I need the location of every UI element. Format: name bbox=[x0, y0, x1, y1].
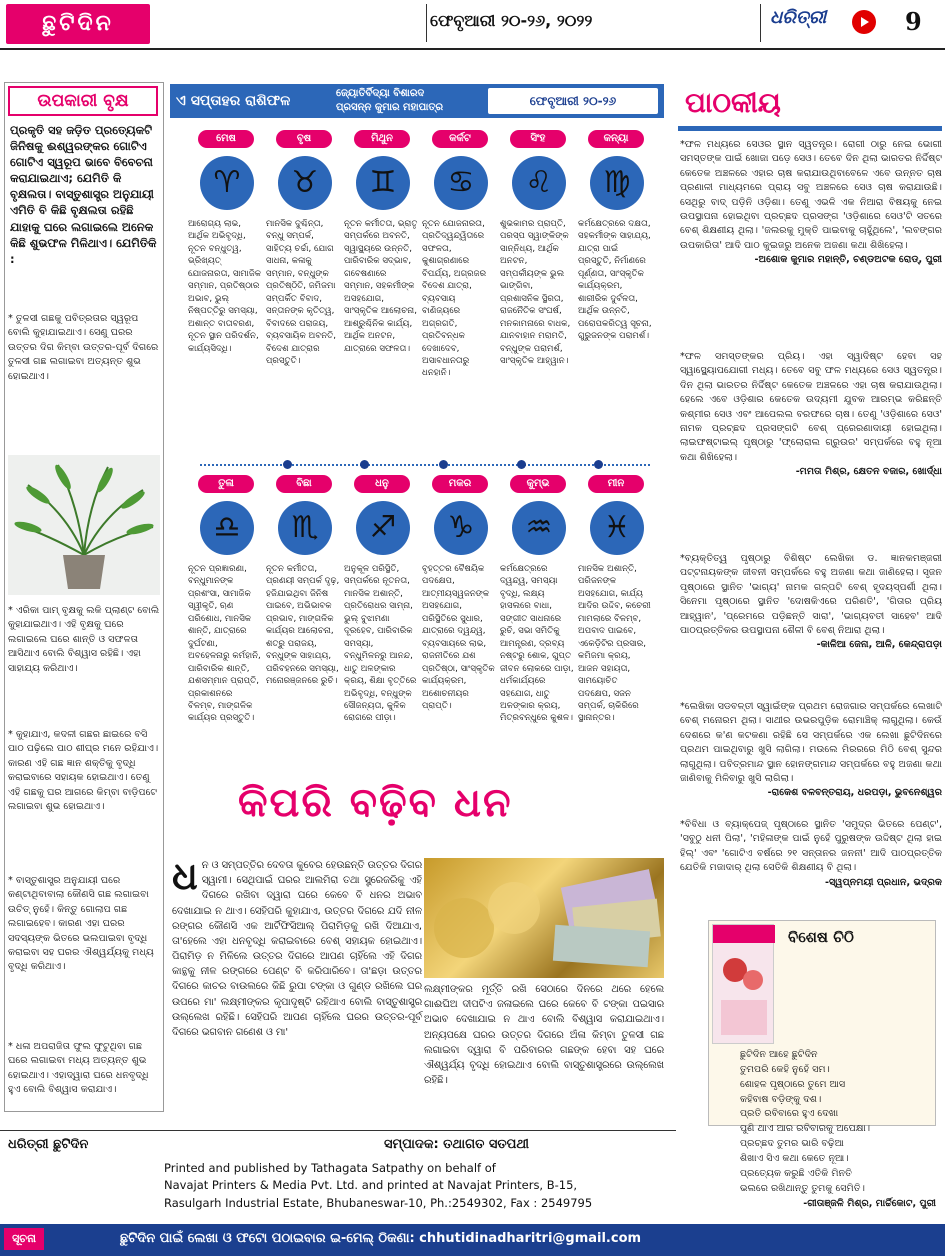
zodiac-icon bbox=[278, 156, 332, 210]
issue-date: ଫେବୃଆରୀ ୨୦-୨୬, ୨୦୨୨ bbox=[430, 11, 593, 30]
play-icon bbox=[852, 10, 876, 34]
zodiac-icon bbox=[512, 501, 566, 555]
plant-image bbox=[8, 455, 160, 595]
zodiac-glyph: ♐ bbox=[369, 509, 397, 545]
sign-name: ଧନୁ bbox=[354, 475, 410, 493]
printer-line: Rasulgarh Industrial Estate, Bhubaneswar-10, Ph.:2549302, Fax : 2549795 bbox=[164, 1195, 593, 1210]
sign-forecast: ଅନୁକୂଳ ପରିସ୍ଥିତି, ସମ୍ପର୍କରେ ନୂତନତା, ମାନସିକ ଅଶାନ୍ତି, ପ୍ରତିରୋଧର ସାମ୍ନା, ଭୁଲ୍ ବୁଝାମଣା ଦୂରହେବ, ପାରିବାରିକ ସମସ୍ୟା, ବନ୍ଧୁମିଳନରୁ ଆନନ୍ଦ, ଧାତୁ ଅଳଙ୍କାର କ୍ରୟ, ଶିକ୍ଷା ବୃତ୍ତିରେ ଅଭିବୃଦ୍ଧି, ବନ୍ଧୁଙ୍କ ସୌଜନ୍ୟତା, କୁଳିକ ରୋଗରେ ପୀଡ଼ା। bbox=[344, 564, 417, 724]
submission-email: ଛୁଟିଦିନ ପାଇଁ ଲେଖା ଓ ଫଟୋ ପଠାଇବାର ଇ-ମେଲ୍ ଠିକଣା: chhutidinadharitri@gmail.com bbox=[120, 1231, 642, 1246]
astrologer-name: ପ୍ରସନ୍ନ କୁମାର ମହାପାତ୍ର bbox=[336, 101, 444, 113]
poem-line: ପୁଣି ଥାଏ ଆର ରବିବାରକୁ ଅପେକ୍ଷା। bbox=[740, 1123, 871, 1135]
sign-name: ସିଂହ bbox=[510, 130, 566, 148]
poem-line: ଶିଖାଏ ସିଏ କଥା କେତେ ନୂଆ। bbox=[740, 1153, 849, 1165]
zodiac-icon bbox=[278, 501, 332, 555]
zodiac-icon bbox=[434, 501, 488, 555]
sign-name: କୁମ୍ଭ bbox=[510, 475, 566, 493]
zodiac-glyph: ♋ bbox=[447, 164, 475, 200]
zodiac-icon bbox=[356, 501, 410, 555]
title-bar bbox=[678, 126, 942, 131]
zodiac-glyph: ♏ bbox=[291, 509, 319, 545]
article-title: କିପରି ବଢ଼ିବ ଧନ bbox=[238, 780, 513, 826]
left-paragraph: * ଏରିକା ପାମ୍ ବୃକ୍ଷକୁ ଲକି ପ୍ଲାଣ୍ଟ ବୋଲି କୁହାଯାଇଥାଏ। ଏହି ବୃକ୍ଷକୁ ଘରେ ଲଗାଇଲେ ଘରେ ଶାନ୍ତି ଓ ସଫଳତା ଆସିଥାଏ ବୋଲି ବିଶ୍ୱାସ ରହିଛି। ଏହା ସାହାଯ୍ୟ କରିଥାଏ। bbox=[8, 605, 160, 674]
money-image bbox=[424, 858, 664, 978]
letter bbox=[680, 138, 942, 268]
dot-marker bbox=[594, 460, 603, 469]
zodiac-icon bbox=[590, 156, 644, 210]
sign-name: ବୃଷ bbox=[276, 130, 332, 148]
letter-text: *ଲେଖିକା ସଡବଳ୍ତୀ ସ୍ୱାଇଁଙ୍କ ପ୍ରଥମ ରୋଜଗାର ସମ୍ପର୍କରେ ଲେଖାଟି ବେଶ୍ ମନୋରମ ଥିଲା। ସାଥୀର ଉଭରପୁଡ଼ିକ ରୋମାଞ୍ଚିକ୍ ଲାଗୁଥିଲା। କେଉଁ ଦେଶରେ କ'ଣ କଟକଣା ରହିଛି ସେ ସମ୍ପର୍କରେ ଏକ ଲେଖା ଛୁଟିଦିନରେ ପ୍ରଥମ ପାଇଥିବାରୁ ଖୁସି ଲାଗିଲା। ମଉଲେ ମିରରରେ ମିଠି ବେଶ୍ ସୁନ୍ଦର ଲାଗୁଥିଲା। ପବିତ୍ରମାନ୍ଦ ସ୍ଥାନ ହୋନଙ୍ଗମାନ୍ଦ ସମ୍ପର୍କରେ ବହୁ ଅଜଣା କଥା ଜାଣିବାକୁ ମିଳିବାରୁ ଖୁସି ଲାଗିଲା। bbox=[680, 701, 942, 784]
sign-forecast: ଆରୋଗ୍ୟ ଲାଭ, ଆର୍ଥିକ ଅଭିବୃଦ୍ଧି, ନୂତନ ବନ୍ଧୁତ୍ୱ, ଭ୍ରିଖ୍ୟତ୍ ଯୋଜନାରତା, ସାମାଜିକ ସମ୍ମାନ, ପ୍ରତିଷ୍ଠାର ଅଭାବ, ଭୁଲ୍ ନିଷ୍ପତ୍ତିରୁ ସମସ୍ୟା, ଅଶାନ୍ତ ବାତାବରଣ, ନୂତନ ସ୍ଥାନ ପରିଦର୍ଶନ, କାର୍ଯ୍ୟସିଦ୍ଧି। bbox=[188, 219, 262, 354]
divider bbox=[426, 4, 427, 42]
letter-text: *ଫଳ ମଧ୍ୟରେ ସେଓର ସ୍ଥାନ ସ୍ୱତନ୍ତ୍ର। ରୋଗୀ ଠାରୁ ନେଇ ଭୋଗୀ ସମସ୍ତଙ୍କ ପାଇଁ ଖୋଜା ପଡ଼େ ସେଓ। ତେବେ ଦିନ ଥିଲା ଭାରତର ନିର୍ଦ୍ଦିଷ୍ଟ କେତେକ ଅଞ୍ଚଳରେ ଏହାର ଚାଷ କରାଯାଉଥିବାବେଳେ ଏବେ ଉନ୍ନତ ଚାଷ ପ୍ରଣାଳୀ ମାଧ୍ୟମରେ ପ୍ରାୟ ସବୁ ଅଞ୍ଚଳରେ ସେଓ ଚାଷ କରାଯାଉଛି। ସେଥିରୁ ବାଦ୍ ପଡ଼ିନି ଓଡ଼ିଶା। ତେଣୁ ଏଭଳି ଏକ ନିଆରା ବିଷୟକୁ ନେଇ ଉପସ୍ଥାପନା ହୋଇଥିବା ପ୍ରଚ୍ଛଦ ପ୍ରସଙ୍ଗ 'ଓଡ଼ିଶାରେ ସେଓ'ଟି ସତରେ ବେଶ୍ ଶିକ୍ଷଣୀୟ ଥିଲା। 'ଜଲରକୁ ମୁକ୍ତି ପାଇବାକୁ ଚାହୁଁଥିଲେ', 'ଲବଙ୍ଗର ଉପକାରିତା' ଆଦି ପାଠ କୁଇଜରୁ ଅନେକ ଅଜଣା କଥା ଶିଖିହେଲା। bbox=[680, 139, 942, 251]
rashifal-title: ଏ ସପ୍ତାହର ରାଶିଫଳ bbox=[176, 93, 291, 109]
zodiac-icon bbox=[590, 501, 644, 555]
zodiac-glyph: ♌ bbox=[525, 164, 553, 200]
poem-line: ଛୁଟିଦିନ ଆହେ ଛୁଟିଦିନ bbox=[740, 1049, 818, 1060]
sign-name: ମୀନ bbox=[588, 475, 644, 493]
poem-signature: -ଗୀତାଞ୍ଜଳି ମିଶ୍ର, ମାର୍ଚ୍ଚିକୋଟ, ପୁରୀ bbox=[803, 1197, 936, 1209]
sign-forecast: କର୍ମକ୍ଷେତ୍ରରେ ଦ୍ୱନ୍ଦ୍ୱ, ସମସ୍ୟା ବୃଦ୍ଧି, ଲକ୍ଷ୍ୟ ହାସଲରେ ବାଧା, ସଙ୍ଗୀତ ସାଧନାରେ ରୁଚି, ସଭା ସମିତିକୁ ଆମନ୍ତ୍ରଣ, ଦ୍ରବ୍ୟ ନଷ୍ଟରୁ ଶୋକ, ଗୁପ୍ତ ଜୀବନ ଲୋକରେ ପାଡ଼ା, ଧର୍ମକାର୍ଯ୍ୟରେ ସହଯୋଗ, ଧାତୁ ଅଳଙ୍କାର କ୍ରୟ, ମିତ୍ରବନ୍ଧୁରେ କୁଶଳ। bbox=[500, 564, 574, 724]
zodiac-icon bbox=[434, 156, 488, 210]
zodiac-icon bbox=[200, 501, 254, 555]
dotted-divider bbox=[200, 464, 650, 466]
poem-line: ପ୍ରତି ରବିବାରେ ହୁଏ ଦେଖା bbox=[740, 1108, 839, 1120]
letter-text: *ଫଳ ସମସ୍ତଙ୍କର ପ୍ରିୟ। ଏହା ସ୍ୱାଦିଷ୍ଟ ହେବା ସହ ସ୍ୱାସ୍ଥ୍ୟୋପଯୋଗୀ ମଧ୍ୟ। ତେବେ ସବୁ ଫଳ ମଧ୍ୟରେ ସେଓ ସ୍ୱତନ୍ତ୍ର। ଦିନ ଥିଲା ଭାରତର ନିର୍ଦ୍ଦିଷ୍ଟ କେତେକ ଅଞ୍ଚଳରେ ଏହା ଚାଷ କରାଯାଉଥିଲା। ହେଲେ ଏବେ ଓଡ଼ିଶାର କେତେକ ଉଦ୍ୟମୀ ଯୁବକ ଆରମ୍ଭ କରିଛନ୍ତି କଶ୍ମୀର ସେଓ ଏବଂ ଆପେଲଲ ବରଫରେ ଚାଷ। ତେଣୁ 'ଓଡ଼ିଶାରେ ସେଓ' ନାମକ ପ୍ରଚ୍ଛଦ ପ୍ରସଙ୍ଗଟି ବେଶ୍ ପ୍ରେରଣାଦାୟୀ ହୋଇଥିଲା। ଲାଇଫଷ୍ଟାଇଲ୍ ପୃଷ୍ଠାରୁ 'ଫ୍ଲୋରାଲ ଗ୍ରୁଉର' ସମ୍ପର୍କରେ ବହୁ ନୂଆ କଥା ଶିଖିହେଲା। bbox=[680, 351, 942, 463]
sign-name: କର୍କଟ bbox=[432, 130, 488, 148]
magazine-thumbnail bbox=[712, 924, 774, 1044]
letter bbox=[680, 350, 942, 480]
editor: ସମ୍ପାଦକ: ତଥାଗତ ସତପଥୀ bbox=[384, 1137, 529, 1152]
printer-line: Printed and published by Tathagata Satpathy on behalf of bbox=[164, 1161, 496, 1175]
sign-forecast: ଶୁଭକାମର ପ୍ରାପ୍ତି, ପରସ୍ପ ସ୍ୱାଙ୍କିଙ୍କ ସାନ୍ନିଧ୍ୟ, ଆର୍ଥିକ ଅନଟନ, ସମ୍ପର୍କୀୟଙ୍କ ଭୁଲ ଭାଙ୍ଗିବା, ପ୍ରଶାସନିକ ସ୍ଥିରତା, ରାଜନୈତିକ ସଂଘର୍ଷ, ମନକାମନାରେ ବାଧକ, ଯାନବାହାନ ମରାମତି, ବନ୍ଧୁଙ୍କ ପରାମର୍ଶ, ସାଂସ୍କୃତିକ ଆହ୍ୱାନ। bbox=[500, 219, 571, 366]
left-paragraph: * କୁହାଯାଏ, କଦଳୀ ଗଛର ଛାଇରେ ବସି ପାଠ ପଢ଼ିଲେ ପାଠ ଶୀଘ୍ର ମନେ ରହିଯାଏ। କାରଣ ଏହି ଗଛ ଜ୍ଞାନ ଶକ୍ତିକୁ ବୃଦ୍ଧି କରାଇବାରେ ସହାୟକ ହୋଇଥାଏ। ତେଣୁ ଏହି ଗଛକୁ ଘର ଆଗରେ କିମ୍ବା ବାଡ଼ିପଟେ ଲଗାଇବା ଶୁଭ ହୋଇଥାଏ। bbox=[8, 729, 159, 812]
sign-name: ମକର bbox=[432, 475, 488, 493]
rashifal-date: ଫେବୃଆରୀ ୨୦-୨୬ bbox=[488, 88, 658, 114]
letter-text: *ବିବିଧା ଓ ବ୍ୟାକ୍‌ପେଜ୍ ପୃଷ୍ଠାରେ ସ୍ଥାନିତ 'ସମୁଦ୍ର ଭିତରେ ପେଣ୍ଟ', 'ସବୁଠୁ ଧନୀ ପିଲା', 'ମହିଳାଙ୍କ ପାଇଁ ନୁହେଁ ପୁରୁଷଙ୍କ ଉଦ୍ଦିଷ୍ଟ ଥିଲା ହାଇ ହିଲ୍' ଏବଂ 'ଗୋଟିଏ ବର୍ଷରେ ୨୧ ସନ୍ତାନର ଜନନୀ' ଆଦି ପାଠପ୍ରତ୍ତିକ ଯେତିକି ମଜାଦାର୍ ଥିଲା ସେତିକି ଶିକ୍ଷଣୀୟ ବି ଥିଲା। bbox=[680, 819, 942, 874]
poem-line: କହିବାଷ ବଡ଼ିଙ୍କୁ ଦଶ। bbox=[740, 1093, 822, 1105]
sign-forecast: କର୍ମକ୍ଷେତ୍ରରେ ଦକ୍ଷତା, ସହକର୍ମୀଙ୍କ ସାହାଯ୍ୟ, ଯାତ୍ରା ପାଇଁ ପ୍ରସ୍ତୁତି, ନିର୍ମାଣରେ ପୂର୍ଣ୍ଣତା, ସାଂସ୍କୃତିକ କାର୍ଯ୍ୟକ୍ରମ, ଶାରୀରିକ ଦୁର୍ବଳତା, ଆର୍ଥିକ ଉନ୍ନତି, ପରୋପକରିତ୍ୱ ସୂଚନା, ଗୁରୁଜନଙ୍କ ପରାମର୍ଶ। bbox=[578, 219, 652, 342]
rashifal-grid bbox=[170, 120, 664, 760]
left-paragraph: * ଧଳା ଅପରାଜିତା ଫୁଲ ଫୁଟୁଥିବା ଗଛ ଘରେ ଲଗାଇବା ମଧ୍ୟ ଅତ୍ୟନ୍ତ ଶୁଭ ହୋଇଥାଏ। ଏହାଦ୍ୱାରା ଘରେ ଧନବୃଦ୍ଧି ହୁଏ ବୋଲି ବିଶ୍ୱାସ କରାଯାଏ। bbox=[8, 1041, 149, 1096]
sign-name: ମିଥୁନ bbox=[354, 130, 410, 148]
poem-line: ପ୍ରଚ୍ଛଦ ତୁମର ଭାରି ବଢ଼ିଆ bbox=[740, 1138, 844, 1150]
printer-info bbox=[164, 1160, 644, 1212]
sign-forecast: ନୂତନ କର୍ମୀତତା, ପ୍ରଣୟୀ ସମ୍ପର୍କ ଦୃଢ଼, ହଜିଯାଇଥିବା ଜିନିଷ ପାଇବେ, ଅଭିଭାବକ ପ୍ରଭାବ, ମାଙ୍ଗଳିକ କାର୍ଯ୍ୟର ଆଲୋଚନା, ଶତ୍ରୁ ପରାଜୟ, ବନ୍ଧୁଙ୍କ ସାହାଯ୍ୟ, ପରିବହନରେ ସମସ୍ୟା, ମନୋରଞ୍ଜନରେ ରୁଚି। bbox=[266, 564, 340, 687]
letter-signature: -ସ୍ୱପ୍ନମୟୀ ପ୍ରଧାନ, ଭଦ୍ରକ bbox=[824, 876, 942, 888]
zodiac-icon bbox=[200, 156, 254, 210]
sign-name: ତୁଳା bbox=[198, 475, 254, 493]
zodiac-icon bbox=[356, 156, 410, 210]
zodiac-glyph: ♎ bbox=[213, 509, 241, 545]
drop-cap: ଧ bbox=[172, 854, 198, 898]
dot-marker bbox=[517, 460, 526, 469]
brand-logo: ଧରିତ୍ରୀ bbox=[770, 7, 827, 28]
zodiac-glyph: ♍ bbox=[603, 164, 631, 200]
dot-marker bbox=[283, 460, 292, 469]
left-paragraph: * ତୁଳସୀ ଗଛକୁ ପବିତ୍ରତାର ସ୍ୱରୂପ ବୋଲି କୁହାଯାଇଥାଏ। ସେଣୁ ଘରର ଉତ୍ତର ଦିଗ କିମ୍ବା ଉତ୍ତର-ପୂର୍ବ ଦିଗରେ ତୁଳସୀ ଗଛ ଲଗାଇବା ଅତ୍ୟନ୍ତ ଶୁଭ ହୋଇଥାଏ। bbox=[8, 313, 159, 382]
article-body bbox=[172, 854, 422, 1040]
zodiac-glyph: ♑ bbox=[447, 509, 475, 545]
poem-line: ଭଲରେ ରଖିଥାନ୍ତୁ ତୁମକୁ ସେମିତି। bbox=[740, 1182, 865, 1194]
letter bbox=[680, 552, 942, 653]
astrologer bbox=[336, 87, 443, 114]
sign-forecast: ବୃହତ୍ତର ବୈଷୟିକ ପଦକ୍ଷେପ, ଆତ୍ମୀୟସ୍ୱଜନଙ୍କ ଅସହଯୋଗ, ପରିସ୍ଥିତିରେ ସୁଧାର, ଯାତ୍ରାରେ ଦ୍ୱନ୍ଦ୍ୱ, ବ୍ୟବସାୟରେ ଲାଭ, ରାଜନୀତିରେ ଯଶ ପ୍ରତିଷ୍ଠା, ସାଂସ୍କୃତିକ କାର୍ଯ୍ୟକ୍ରମ, ଅଶୋଚନୀୟର ପ୍ରାପ୍ତି। bbox=[422, 564, 495, 711]
sign-name: ମେଷ bbox=[198, 130, 254, 148]
section-title: ପାଠକୀୟ bbox=[685, 86, 781, 119]
sign-forecast: ମାନସିକ ଅଶାନ୍ତି, ପରିଜନଙ୍କ ଅସହଯୋଗ, କାର୍ଯ୍ୟ ଆଦିର ଉଦ୍ଦିବ, କଚେରୀ ମାମଲାରେ ବିଳମ୍ବ, ଅପବାଦ ପାଇବେ, ଏକେଡ଼ିଟିର ପ୍ରସାର, କମିଜମା କ୍ରୟ, ଆଜନ ସହାୟତା, ସାମୟୋଚିତ ପଦକ୍ଷେପ, ସଜନ ସମ୍ପର୍କ, ଚାକିରିରେ ସ୍ଥାନାନ୍ତର। bbox=[578, 564, 651, 724]
letter-signature: -ମମତା ମିଶ୍ର, କ୍ଷେତନ ବଜାର, ଖୋର୍ଦ୍ଧା bbox=[795, 466, 942, 478]
poem-line: ପ୍ରତ୍ୟେକ କରୁଛି ଏତିକି ମିନତି bbox=[740, 1167, 852, 1179]
left-intro: ପ୍ରକୃତି ସହ ଜଡ଼ିତ ପ୍ରତ୍ୟେକଟି ଜିନିଷକୁ ଈଶ୍ୱରଙ୍କର ଗୋଟିଏ ଗୋଟିଏ ସ୍ୱରୂପ ଭାବେ ବିବେଚନା କରାଯାଇଥାଏ; ଯେମିତି କି ବୃକ୍ଷଲତା। ବାସ୍ତୁଶାସ୍ତ୍ର ଅନୁଯାୟୀ ଏମିତି ବି କିଛି ବୃକ୍ଷଲତା ରହିଛି ଯାହାକୁ ଘରେ ଲଗାଇଲେ ଅନେକ କିଛି ଶୁଭଫଳ ମିଳିଥାଏ। ଯେମିତିକି : bbox=[10, 123, 157, 266]
left-paragraph: * ବାସ୍ତୁଶାସ୍ତ୍ର ଅନୁଯାୟୀ ଘରେ କଣ୍ଟାଥିବାବାଲା କୌଣସି ଗଛ ଲଗାଇବା ଉଚିତ୍ ନୁହେଁ। କିନ୍ତୁ ଗୋଲାପ ଗଛ ଲଗାଇହେବ। କାରଣ ଏହା ଘରର ସଦସ୍ୟଙ୍କ ଭିତରେ ଭଲପାଇବା ବୃଦ୍ଧି କରାଇବା ସହ ଘରର ଐଶ୍ୱର୍ଯ୍ୟକୁ ମଧ୍ୟ ବୃଦ୍ଧି କରିଥାଏ। bbox=[8, 875, 154, 973]
divider bbox=[760, 4, 761, 42]
zodiac-icon bbox=[512, 156, 566, 210]
dot-marker bbox=[439, 460, 448, 469]
zodiac-glyph: ♉ bbox=[291, 164, 319, 200]
astrologer-title: ଜ୍ୟୋତିର୍ବିଦ୍ୟା ବିଶାରଦ bbox=[336, 88, 425, 99]
zodiac-glyph: ♊ bbox=[369, 164, 397, 200]
poem bbox=[740, 1048, 936, 1211]
zodiac-glyph: ♓ bbox=[603, 509, 631, 545]
sign-name: କନ୍ୟା bbox=[588, 130, 644, 148]
sign-forecast: ନୂତନ କର୍ମୀତତା, ଭ୍ରାତୃ ସମ୍ପର୍କରେ ଅବନତି, ସ୍ୱାସ୍ଥ୍ୟରେ ଉନ୍ନତି, ପାରିବାରିକ ସଦ୍ଭାବ, ଗବେଷଣାରେ ସମ୍ମାନ, ସହକର୍ମୀଙ୍କ ଅସହଯୋଗ, ସାଂସ୍କୃତିକ ଆଲୋଚନା, ଆଶ୍ରୁଶ୍ଚିନିକ କାର୍ଯ୍ୟ, ଆର୍ଥିକ ଅନଟନ, ଯାତ୍ରାରେ ସଫଳତା। bbox=[344, 219, 418, 354]
poem-line: ତୁମପରି କେହି ନୁହେଁ ସମ। bbox=[740, 1063, 830, 1075]
sign-forecast: ମାନସିକ ଦୁଶ୍ଚିନ୍ତା, ବନ୍ଧୁ ସମ୍ପର୍କ, ସାହିତ୍ୟ ଚର୍ଚ୍ଚା, ଯୋଗ ସାଧନା, କଳାକୁ ସମ୍ମାନ, ବନ୍ଧୁଙ୍କ ପ୍ରତିଷ୍ଠିତି, ଜମିଜମା ସମ୍ପର୍କିତ ବିବାଦ, ସନ୍ତାନଙ୍କ କୃତିତ୍ୱ, ବିବାଦରେ ପରାଜୟ, ବ୍ୟବସାୟିକ ଅବନତି, ବିଦେଶ ଯାତ୍ରାର ପ୍ରସ୍ତୁତି। bbox=[266, 219, 336, 366]
printer-line: Navajat Printers & Media Pvt. Ltd. and printed at Navajat Printers, B-15, bbox=[164, 1178, 578, 1193]
sign-forecast: ନୂତନ ପ୍ରଜ୍ଞାରଣା, ବନ୍ଧୁମାନଙ୍କ ପ୍ରଶଂସା, ସାମାଜିକ ସ୍ୱୀକୃତି, ଋଣ ପରିଶୋଧ, ମାନସିକ ଶାନ୍ତି, ଯାତ୍ରାରେ ଦୁର୍ଘଟଣା, ଅବହେଳନାରୁ କର୍ମହାନି, ପାରିବାରିକ ଶାନ୍ତି, ଯଶସମ୍ମାନ ପ୍ରାପ୍ତି, ପ୍ରକାଶନରେ ବିଳମ୍ବ, ମାଙ୍ଗଳିକ କାର୍ଯ୍ୟର ପ୍ରସ୍ତୁତି। bbox=[188, 564, 261, 724]
left-title: ଉପକାରୀ ବୃକ୍ଷ bbox=[8, 86, 158, 116]
zodiac-glyph: ♈ bbox=[213, 164, 241, 200]
info-tag: ସୂଚନା bbox=[4, 1228, 44, 1250]
page-number: 9 bbox=[905, 7, 922, 36]
poem-line: ଶୋହଳ ପୃଷ୍ଠାରେ ତୁମେ ଆସ bbox=[740, 1078, 846, 1090]
article-paragraph: ଲକ୍ଷ୍ମୀଙ୍କର ମୂର୍ତ୍ତି ରଖି ସେଠାରେ ଦିନରେ ଥରେ ହେଲେ ଗାଈଘିଅ ଦୀପଟିଏ ଜଳାଇଲେ ଘରେ କେବେ ବି ଟଙ୍କା ପଇସାର ଅଭାବ ଦେଖାଯାଇ ନ ଥାଏ ବୋଲି ବିଶ୍ୱାସ କରାଯାଇଥାଏ। ଅନ୍ୟପକ୍ଷେ ଘରର ଉତ୍ତର ଦିଗରେ ଅଁଳା କିମ୍ବା ତୁଳସୀ ଗଛ ଲଗାଇବା ଦ୍ୱାରା ବି ପରିବାରର ଗଛଙ୍କ ହେବା ସହ ଘରେ ଐଶ୍ୱର୍ଯ୍ୟ ବୃଦ୍ଧି ହୋଇଥାଏ ବୋଲି ବାସ୍ତୁଶାସ୍ତ୍ରରେ ଉଲ୍ଲେଖ ରହିଛି। bbox=[424, 984, 664, 1087]
logo: ଛୁଟିଦିନ bbox=[6, 4, 150, 44]
paper-name: ଧରିତ୍ରୀ ଛୁଟିଦିନ bbox=[8, 1137, 89, 1152]
dot-marker bbox=[360, 460, 369, 469]
sign-name: ବିଛା bbox=[276, 475, 332, 493]
letter-signature: -କାଳିଆ ଜେନା, ଆଳି, କେନ୍ଦ୍ରାପଡ଼ା bbox=[816, 639, 942, 651]
letter bbox=[680, 818, 942, 890]
letter-signature: -ଅଶୋକ କୁମାର ମହାନ୍ତି, ଚଣ୍ଡଅଟକ ରୋଡ୍, ପୁରୀ bbox=[754, 254, 942, 266]
letter bbox=[680, 700, 942, 801]
special-letter-title: ବିଶେଷ ଚିଠି bbox=[788, 928, 854, 946]
sign-forecast: ନୂତନ ଯୋଜନାରତା, ପ୍ରତିଦ୍ୱନ୍ଦ୍ୱିତାରେ ସଫଳତା, କୁଶାଗ୍ରଣାରେ ବିପର୍ଯ୍ୟ, ଅଗ୍ରଜର ବିଦେଶ ଯାତ୍ରା, ବ୍ୟବସାୟ ବାଣିଜ୍ୟରେ ଅଗ୍ରଗତି, ପ୍ରତିବନ୍ଧକ ଦେଖାଦେବ, ଅସାବଧାନତାରୁ ଧନହାନି। bbox=[422, 219, 487, 379]
letter-text: *ବ୍ୟକ୍ତିତ୍ୱ ପୃଷ୍ଠାରୁ ବିଶିଷ୍ଟ ଲେଖିକା ଡ. ଜ୍ଞାନକମଞ୍ଜରୀ ପଟ୍ଟନାୟକଙ୍କ ଜୀବନୀ ସମ୍ପର୍କରେ ବହୁ ଅଜଣା କଥା ଜାଣିହେଲା। ସୃଜନ ପୃଷ୍ଠାରେ ସ୍ଥାନିତ 'ଭାଗ୍ୟ' ନାମକ ଗଳ୍ପଟି ବେଶ୍ ହୃଦୟସ୍ପର୍ଶୀ ଥିଲା। ସିନେମା ପୃଷ୍ଠାରେ ସ୍ଥାନିତ 'ଦୋଷକିଏରେ ପରିଣତି', 'ଗିତାର ପ୍ରିୟ ଆହ୍ୱାନ', 'ପ୍ରେମରେ ପଡ଼ିଛନ୍ତି ସାରା', 'ଭାଗ୍ୟବତୀ ସାହେବ' ଆଦି ପାଠପ୍ରତ୍ତିକର ଉପସ୍ଥାପନା ଶୈଳୀ ବି ବେଶ୍ ନିଆରା ଥିଲା। bbox=[680, 553, 942, 636]
zodiac-glyph: ♒ bbox=[525, 509, 553, 545]
article-paragraph: ନ ଓ ସମ୍ପତ୍ତିର ଦେବତା କୁବେର ହେଉଛନ୍ତି ଉତ୍ତର ଦିଗର ସ୍ୱାମୀ। ସେଥିପାଇଁ ଘରର ଆଲମିରା ତଥା ସ୍ଟ୍ରେଜରିକୁ ଏହି ଦିଗରେ ରଖିବା ଦ୍ୱାରା ଘରେ କେବେ ବି ଧନର ଅଭାବ ଦେଖାଯାଇ ନ ଥାଏ। ସେହିପରି କୁହାଯାଏ, ଉତ୍ତର ଦିଗରେ ଯଦି ନୀଳ ରଙ୍ଗର କୌଣସି ଏକ ଆର୍ଟିଫିସିଆଲ୍ ପିରାମିଡ଼କୁ ରଖି ଦିଆଯାଏ, ତା'ହେଲେ ଏହା ଧନବୃଦ୍ଧି କରାଇବାରେ ବେଶ୍ ସହାୟକ ହୋଇଥାଏ। ପିରାମିଡ଼ ନ ମିଳିଲେ ଉତ୍ତର ଦିଗରେ ଆପଣ ଚାହିଁଲେ ଏହି ଦିଗର କାନ୍ଥକୁ ନୀଳ ରଙ୍ଗରେ ପେଣ୍ଟ ବି କରିପାରିବେ। ତା'ଛଡ଼ା ଉତ୍ତର ଦିଗରେ କାଚର ବାଉଲରେ କିଛି ରୁପା ଟଙ୍କା ଓ ଗୁଣ୍ଡ ରଖିଲେ ଘର ଉପରେ ମା' ଲକ୍ଷ୍ମୀଙ୍କର କୃପାଦୃଷ୍ଟି ରହିଥାଏ ବୋଲି ବାସ୍ତୁଶାସ୍ତ୍ର ଉଲ୍ଲେଖ ରହିଛି। ସେହିପରି ଆପଣ ଚାହିଁଲେ ଘରର ଉତ୍ତର-ପୂର୍ବ ଦିଗରେ ଭଗବାନ ଗଣେଶ ଓ ମା' bbox=[172, 860, 422, 1038]
letter-signature: -ରାକେଶ ବଳବନ୍ତରାୟ, ଧରପଡ଼ା, ଭୁବନେଶ୍ୱର bbox=[767, 787, 942, 799]
